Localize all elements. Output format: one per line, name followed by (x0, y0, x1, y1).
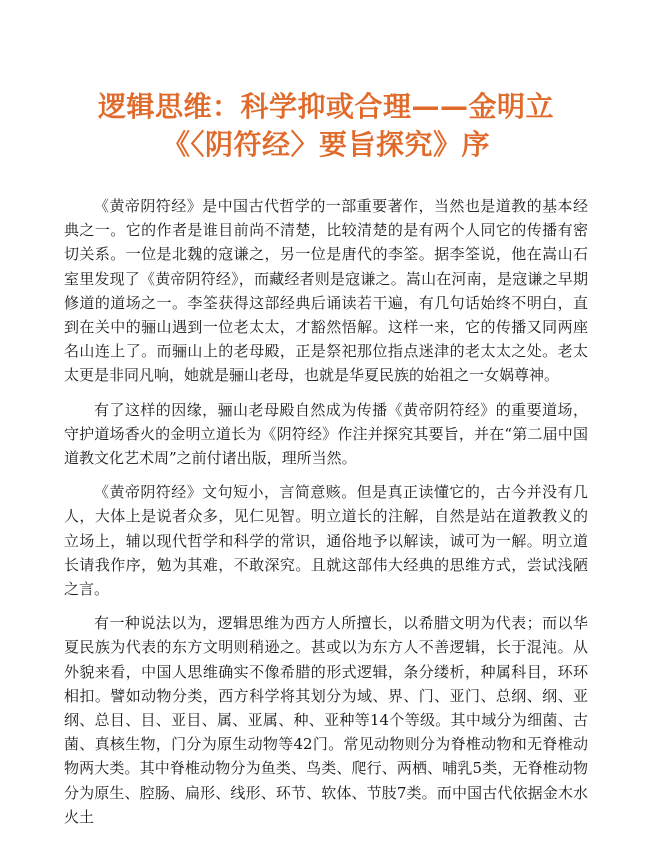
paragraph: 有了这样的因缘，骊山老母殿自然成为传播《黄帝阴符经》的重要道场，守护道场香火的金明立道长为《阴符经》作注并探究其要旨，并在“第二届中国道教文化艺术周”之前付诸出版，理所当然。 (64, 400, 588, 468)
paragraph: 《黄帝阴符经》是中国古代哲学的一部重要著作，当然也是道教的基本经典之一。它的作者是谁目前尚不清楚，比较清楚的是有两个人同它的传播有密切关系。一位是北魏的寇谦之，另一位是唐代的李筌。据李筌说，他在嵩山石室里发现了《黄帝阴符经》，而藏经者则是寇谦之。嵩山在河南，是寇谦之早期修道的道场之一。李筌获得这部经典后诵读若干遍，有几句话始终不明白，直到在关中的骊山遇到一位老太太，才豁然悟解。这样一来，它的传播又同两座名山连上了。而骊山上的老母殿，正是祭祀那位指点迷津的老太太之处。老太太更是非同凡响，她就是骊山老母，也就是华夏民族的始祖之一女娲尊神。 (64, 197, 588, 385)
paragraph: 有一种说法以为，逻辑思维为西方人所擅长，以希腊文明为代表；而以华夏民族为代表的东方文明则稍逊之。甚或以为东方人不善逻辑，长于混沌。从外貌来看，中国人思维确实不像希腊的形式逻辑，条分缕析，种属科目，环环相扣。譬如动物分类，西方科学将其划分为域、界、门、亚门、总纲、纲、亚纲、总目、目、亚目、属、亚属、种、亚种等14个等级。其中域分为细菌、古菌、真核生物，门分为原生动物等42门。常见动物则分为脊椎动物和无脊椎动物两大类。其中脊椎动物分为鱼类、鸟类、爬行、两栖、哺乳5类，无脊椎动物分为原生、腔肠、扁形、线形、环节、软体、节肢7类。而中国古代依据金木水火土 (64, 614, 588, 826)
title-line-2: 《〈阴符经〉要旨探究》序 (161, 128, 490, 161)
paragraph: 《黄帝阴符经》文句短小，言简意赅。但是真正读懂它的，古今并没有几人，大体上是说者众多，见仁见智。明立道长的注解，自然是站在道教教义的立场上，辅以现代哲学和科学的常识，通俗地予以解读，诚可为一解。明立道长请我作序，勉为其难，不敢深究。且就这部伟大经典的思维方式，尝试浅陋之言。 (64, 483, 588, 599)
document-title (64, 88, 588, 164)
title-line-1: 逻辑思维：科学抑或合理——金明立 (97, 90, 554, 123)
document-body (64, 194, 588, 829)
